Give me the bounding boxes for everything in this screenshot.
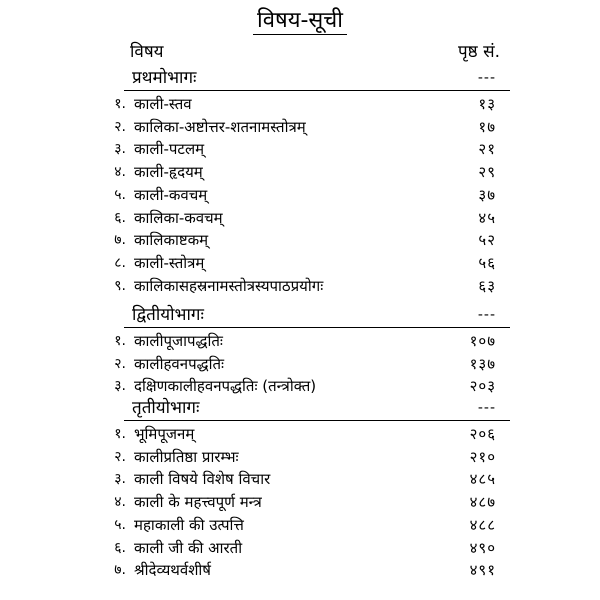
- toc-item-label: काली-स्तोत्रम्: [134, 253, 205, 272]
- toc-item-label: भूमिपूजनम्: [134, 425, 195, 443]
- toc-item-label: कालिकाष्टकम्: [134, 231, 209, 250]
- toc-item-number: ४.: [114, 164, 126, 181]
- toc-row: [0, 374, 600, 398]
- toc-item-label: श्रीदेव्यथर्वशीर्ष: [134, 561, 211, 580]
- toc-row: [0, 352, 600, 376]
- toc-item-page: ४९१: [469, 561, 496, 580]
- section-title: तृतीयोभागः: [132, 398, 200, 418]
- toc-row: [0, 513, 600, 537]
- toc-row: [0, 92, 600, 116]
- toc-item-page: १७: [478, 117, 496, 136]
- toc-item-number: ५.: [114, 516, 126, 533]
- toc-item-page: २९: [478, 163, 496, 182]
- toc-row: [0, 274, 600, 298]
- toc-item-page: १०७: [469, 332, 496, 350]
- section-rule: [124, 90, 510, 91]
- toc-item-label: दक्षिणकालीहवनपद्धतिः (तन्त्रोक्त): [134, 377, 317, 396]
- section-dash: ---: [477, 400, 496, 416]
- toc-row: [0, 467, 600, 491]
- toc-item-page: ४५: [478, 208, 496, 227]
- toc-item-label: कालिका-कवचम्: [134, 208, 223, 227]
- toc-item-page: ४८५: [469, 470, 496, 489]
- toc-row: [0, 137, 600, 161]
- toc-item-label: कालीहवनपद्धतिः: [134, 354, 225, 373]
- toc-row: [0, 445, 600, 469]
- toc-item-page: ४८८: [469, 515, 496, 534]
- section-title: द्वितीयोभागः: [132, 305, 204, 325]
- toc-item-number: ६.: [114, 209, 126, 226]
- toc-item-label: महाकाली की उत्पत्ति: [134, 515, 244, 534]
- toc-row: [0, 251, 600, 275]
- toc-item-page: ५२: [478, 231, 496, 250]
- toc-row: [0, 558, 600, 582]
- toc-item-number: ३.: [114, 141, 126, 158]
- toc-item-number: २.: [114, 118, 126, 135]
- toc-item-number: ३.: [114, 471, 126, 488]
- toc-row: [0, 329, 600, 353]
- toc-item-number: ७.: [114, 562, 126, 579]
- toc-item-label: काली-पटलम्: [134, 140, 205, 159]
- toc-item-number: ३.: [114, 378, 126, 395]
- toc-item-label: काली जी की आरती: [134, 538, 243, 557]
- toc-item-number: ६.: [114, 539, 126, 556]
- page-title: [0, 6, 600, 36]
- toc-item-label: काली-हृदयम्: [134, 163, 203, 182]
- toc-row: [0, 183, 600, 207]
- toc-row: [0, 490, 600, 514]
- toc-item-label: काली के महत्त्वपूर्ण मन्त्र: [134, 493, 262, 512]
- toc-item-page: ६३: [478, 276, 496, 295]
- toc-item-label: काली विषये विशेष विचार: [134, 470, 271, 489]
- toc-row: [0, 115, 600, 139]
- toc-row: [0, 160, 600, 184]
- toc-item-label: कालीपूजापद्धतिः: [134, 332, 223, 350]
- toc-item-number: २.: [114, 448, 126, 465]
- toc-item-page: २०६: [469, 425, 496, 443]
- toc-item-number: १.: [114, 96, 126, 112]
- toc-item-page: २१०: [469, 447, 496, 466]
- toc-row: [0, 536, 600, 560]
- toc-item-number: १.: [114, 426, 126, 442]
- toc-item-page: १३७: [469, 354, 496, 373]
- toc-item-label: काली-स्तव: [134, 95, 192, 113]
- toc-item-page: ५६: [478, 253, 496, 272]
- toc-item-page: ४८७: [469, 493, 496, 512]
- toc-item-number: ४.: [114, 494, 126, 511]
- toc-row: [0, 228, 600, 252]
- toc-item-page: ४९०: [469, 538, 496, 557]
- section-rule: [124, 327, 510, 328]
- toc-item-number: ७.: [114, 232, 126, 249]
- section-rule: [124, 420, 510, 421]
- page-column-header: पृष्ठ सं.: [458, 42, 500, 62]
- toc-item-number: ९.: [114, 277, 126, 294]
- toc-item-page: २०३: [469, 377, 496, 396]
- toc-item-number: ८.: [114, 254, 126, 271]
- section-dash: ---: [477, 307, 496, 323]
- toc-item-number: १.: [114, 333, 126, 349]
- toc-item-label: काली-कवचम्: [134, 185, 208, 204]
- toc-item-label: कालिकासहस्रनामस्तोत्रस्यपाठप्रयोगः: [134, 276, 324, 295]
- toc-item-label: कालिका-अष्टोत्तर-शतनामस्तोत्रम्: [134, 117, 306, 136]
- toc-item-page: १३: [478, 95, 496, 113]
- subject-column-header: विषय: [130, 42, 164, 62]
- section-title: प्रथमोभागः: [132, 68, 197, 88]
- section-dash: ---: [477, 70, 496, 86]
- toc-row: [0, 206, 600, 230]
- toc-item-page: ३७: [478, 185, 496, 204]
- toc-row: [0, 422, 600, 446]
- toc-item-number: २.: [114, 355, 126, 372]
- toc-item-number: ५.: [114, 186, 126, 203]
- toc-item-label: कालीप्रतिष्ठा प्रारम्भः: [134, 447, 239, 466]
- toc-item-page: २१: [478, 140, 496, 159]
- page-title-text: विषय-सूची: [253, 8, 347, 35]
